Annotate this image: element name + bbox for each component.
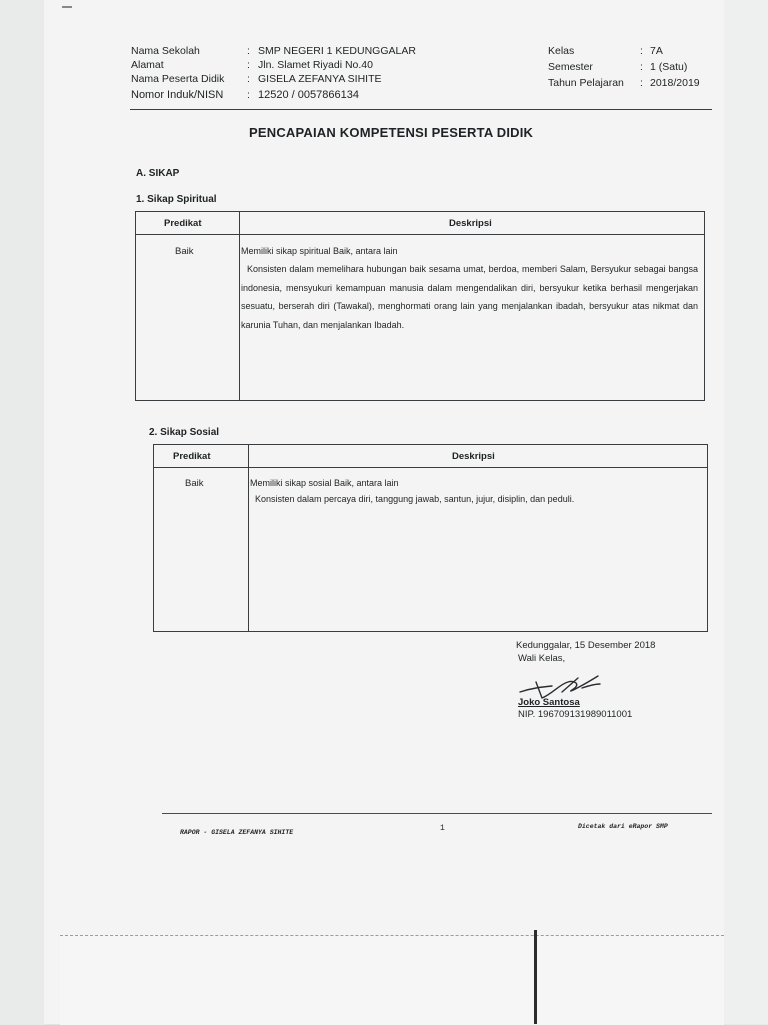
colon: : <box>247 59 250 71</box>
sosial-heading: 2. Sikap Sosial <box>149 427 220 438</box>
colon: : <box>640 77 643 89</box>
signer-name: Joko Santosa <box>518 697 580 708</box>
colon: : <box>640 61 643 73</box>
footer-divider <box>162 813 712 814</box>
next-sheet-edge <box>60 935 724 1025</box>
value-nama-peserta: GISELA ZEFANYA SIHITE <box>258 73 382 85</box>
value-tahun: 2018/2019 <box>650 77 700 89</box>
label-alamat: Alamat <box>131 59 164 71</box>
description-body: Konsisten dalam percaya diri, tanggung jawab, santun, jujur, disiplin, dan peduli. <box>255 494 575 504</box>
footer-right-text: Dicetak dari eRapor SMP <box>578 823 668 830</box>
predikat-value: Baik <box>175 246 194 257</box>
colon: : <box>247 45 250 57</box>
column-divider <box>239 212 240 400</box>
column-header-predikat: Predikat <box>164 218 202 229</box>
predikat-value: Baik <box>185 478 204 489</box>
column-divider <box>248 445 249 631</box>
label-semester: Semester <box>548 61 593 73</box>
spiritual-table <box>135 211 705 401</box>
place-date: Kedunggalar, 15 Desember 2018 <box>516 640 656 651</box>
value-semester: 1 (Satu) <box>650 61 688 73</box>
colon: : <box>247 89 250 101</box>
value-kelas: 7A <box>650 45 663 57</box>
value-alamat: Jln. Slamet Riyadi No.40 <box>258 59 373 71</box>
column-header-deskripsi: Deskripsi <box>452 451 495 462</box>
column-header-predikat: Predikat <box>173 451 211 462</box>
column-header-deskripsi: Deskripsi <box>449 218 492 229</box>
label-kelas: Kelas <box>548 45 575 57</box>
value-nomor-induk: 12520 / 0057866134 <box>258 89 359 101</box>
signer-nip: NIP. 196709131989011001 <box>518 709 633 720</box>
label-nomor-induk: Nomor Induk/NISN <box>131 89 224 101</box>
description-intro: Memiliki sikap spiritual Baik, antara lain <box>241 246 398 256</box>
colon: : <box>640 45 643 57</box>
description-intro: Memiliki sikap sosial Baik, antara lain <box>250 478 399 488</box>
page-edge <box>724 0 768 1024</box>
description-body: Konsisten dalam memelihara hubungan baik sesama umat, berdoa, memberi Salam, Bersyukur sebagai bangsa indonesia, mensyukuri kemampuan manusia dalam mengendalikan diri, bersyukur ketika berhasil mengerjakan sesuatu, berserah diri (Tawakal), menghormati orang lain yang menjalankan ibadah, bersyukur atas nikmat dan karunia Tuhan, dan menjalankan Ibadah. <box>241 264 698 330</box>
page-title: PENCAPAIAN KOMPETENSI PESERTA DIDIK <box>249 125 534 140</box>
label-tahun: Tahun Pelajaran <box>548 77 624 89</box>
label-nama-sekolah: Nama Sekolah <box>131 45 200 57</box>
sosial-table <box>153 444 708 632</box>
section-a-heading: A. SIKAP <box>136 168 180 179</box>
colon: : <box>247 73 250 85</box>
table-header-row <box>154 445 707 468</box>
page-number: 1 <box>440 824 445 833</box>
value-nama-sekolah: SMP NEGERI 1 KEDUNGGALAR <box>258 45 416 57</box>
signer-role: Wali Kelas, <box>518 653 566 664</box>
label-nama-peserta: Nama Peserta Didik <box>131 73 225 85</box>
header-divider <box>130 109 712 110</box>
binding-mark <box>534 930 537 1024</box>
corner-mark <box>62 0 72 8</box>
spiritual-heading: 1. Sikap Spiritual <box>136 194 217 205</box>
footer-left-text: RAPOR - GISELA ZEFANYA SIHITE <box>180 829 294 836</box>
table-header-row <box>136 212 704 235</box>
